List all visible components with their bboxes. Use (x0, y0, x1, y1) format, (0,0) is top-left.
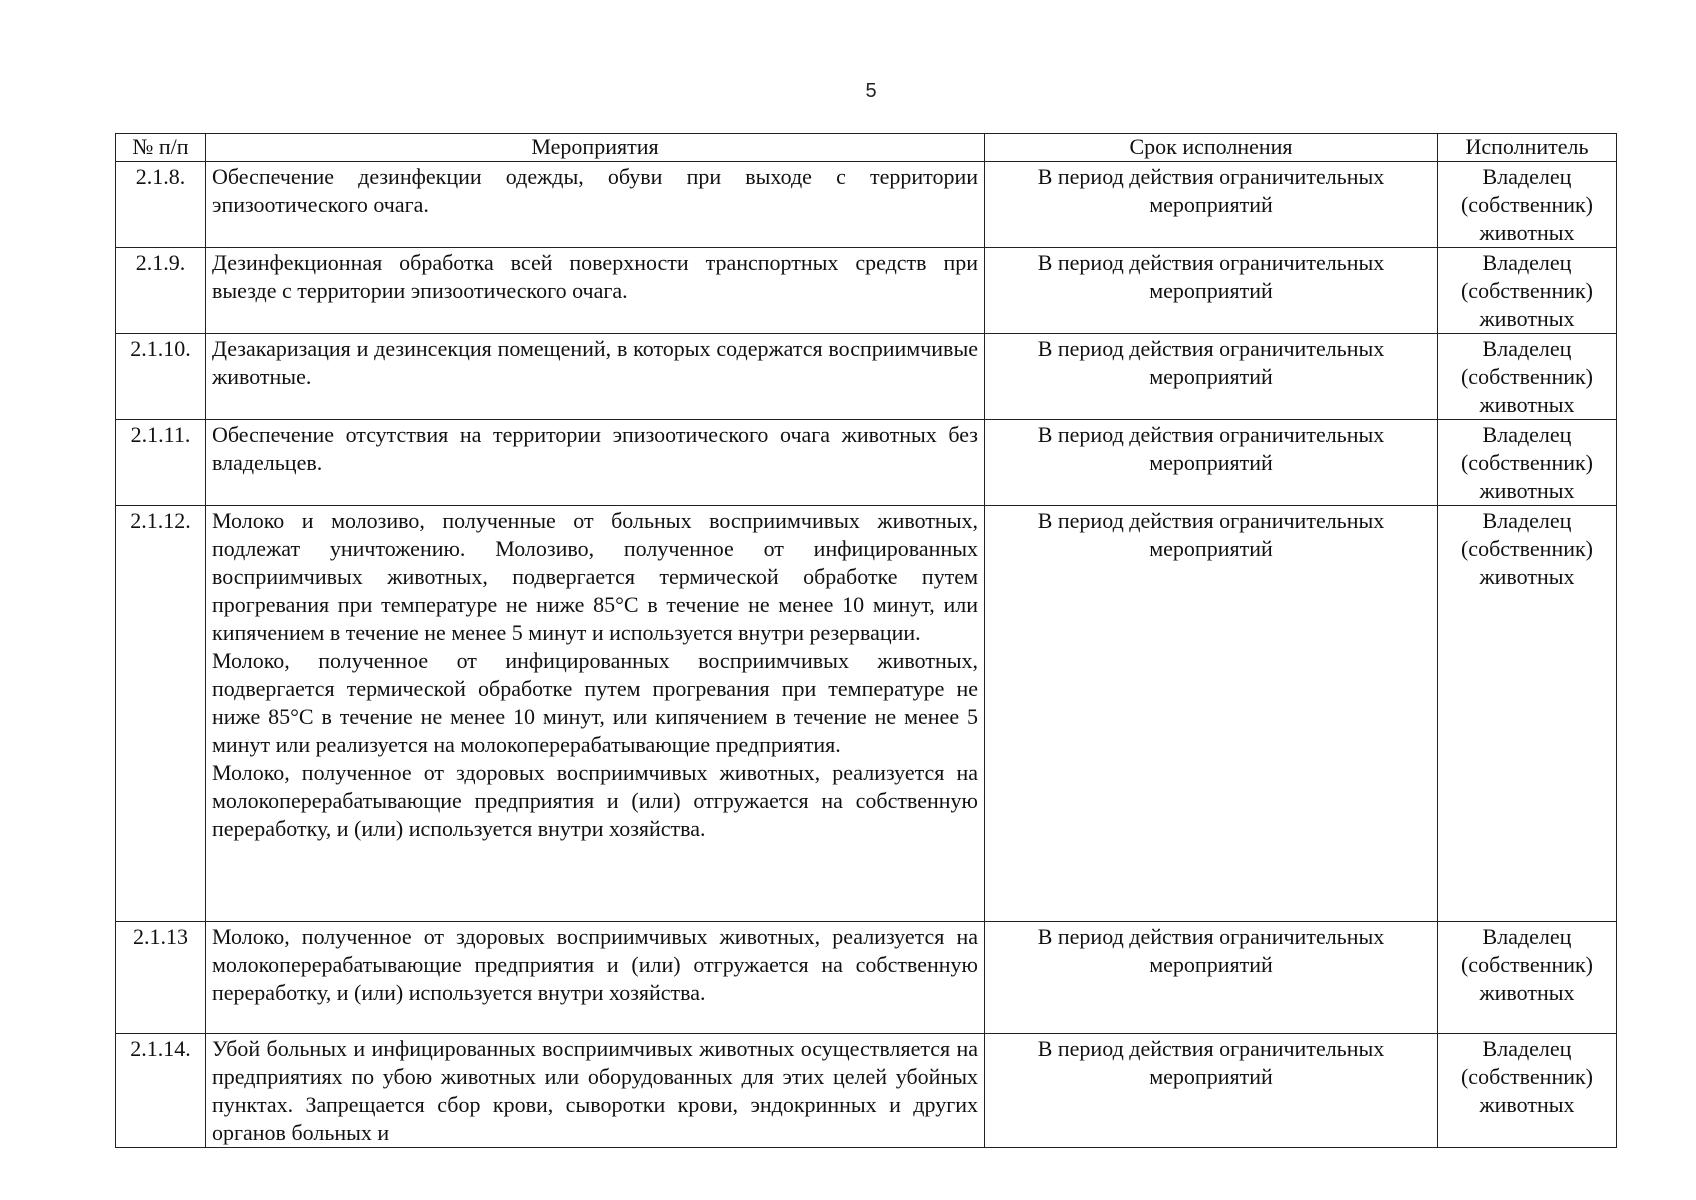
measure-paragraph: Молоко и молозиво, полученные от больных восприимчивых животных, подлежат уничтожению. Молозиво, полученное от инфицированных восприимчивых животных, подвергается термической обработке путем прогревания при температуре не ниже 85°С в течение не менее 10 минут, или кипячением в течение не менее 5 минут и используется внутри резервации. (212, 508, 978, 645)
row-executor: Владелец (собственник) животных (1438, 922, 1617, 1034)
measures-table (115, 133, 1617, 1148)
table-row (116, 248, 1617, 334)
header-measures: Мероприятия (206, 134, 985, 162)
measure-paragraph: Дезакаризация и дезинсекция помещений, в которых содержатся восприимчивые животные. (212, 336, 978, 389)
measure-paragraph: Убой больных и инфицированных восприимчивых животных осуществляется на предприятиях по убою животных или оборудованных для этих целей убойных пунктах. Запрещается сбор крови, сыворотки крови, эндокринных и других органов больных и (212, 1036, 978, 1145)
measure-paragraph: Молоко, полученное от инфицированных восприимчивых животных, подвергается термической обработке путем прогревания при температуре не ниже 85°С в течение не менее 10 минут, или кипячением в течение не менее 5 минут или реализуется на молокоперерабатывающие предприятия. (212, 648, 978, 757)
measure-paragraph: Обеспечение отсутствия на территории эпизоотического очага животных без владельцев. (212, 422, 978, 475)
row-measure (206, 506, 985, 922)
measure-paragraph: Молоко, полученное от здоровых восприимчивых животных, реализуется на молокоперерабатывающие предприятия и (или) отгружается на собственную переработку, и (или) используется внутри хозяйства. (212, 924, 978, 1005)
row-measure (206, 420, 985, 506)
row-measure (206, 248, 985, 334)
row-measure (206, 922, 985, 1034)
row-executor: Владелец (собственник) животных (1438, 248, 1617, 334)
row-executor: Владелец (собственник) животных (1438, 1034, 1617, 1148)
measure-paragraph: Обеспечение дезинфекции одежды, обуви при выходе с территории эпизоотического очага. (212, 164, 978, 217)
row-executor: Владелец (собственник) животных (1438, 420, 1617, 506)
row-executor: Владелец (собственник) животных (1438, 162, 1617, 248)
table-row (116, 162, 1617, 248)
row-number: 2.1.8. (116, 162, 206, 248)
row-deadline: В период действия ограничительных мероприятий (985, 922, 1438, 1034)
table-header-row (116, 134, 1617, 162)
table-row (116, 922, 1617, 1034)
row-measure (206, 1034, 985, 1148)
row-number: 2.1.14. (116, 1034, 206, 1148)
page-number: 5 (865, 80, 877, 102)
row-measure (206, 162, 985, 248)
table-row (116, 334, 1617, 420)
row-number: 2.1.9. (116, 248, 206, 334)
measure-paragraph: Молоко, полученное от здоровых восприимчивых животных, реализуется на молокоперерабатывающие предприятия и (или) отгружается на собственную переработку, и (или) используется внутри хозяйства. (212, 760, 978, 841)
header-executor: Исполнитель (1438, 134, 1617, 162)
row-executor: Владелец (собственник) животных (1438, 334, 1617, 420)
table-row (116, 506, 1617, 922)
row-deadline: В период действия ограничительных мероприятий (985, 420, 1438, 506)
row-deadline: В период действия ограничительных мероприятий (985, 162, 1438, 248)
measure-paragraph: Дезинфекционная обработка всей поверхности транспортных средств при выезде с территории эпизоотического очага. (212, 250, 978, 303)
row-number: 2.1.10. (116, 334, 206, 420)
row-number: 2.1.11. (116, 420, 206, 506)
header-number: № п/п (116, 134, 206, 162)
row-number: 2.1.13 (116, 922, 206, 1034)
row-measure (206, 334, 985, 420)
header-deadline: Срок исполнения (985, 134, 1438, 162)
row-deadline: В период действия ограничительных мероприятий (985, 334, 1438, 420)
row-deadline: В период действия ограничительных мероприятий (985, 1034, 1438, 1148)
row-number: 2.1.12. (116, 506, 206, 922)
table-row (116, 1034, 1617, 1148)
row-executor: Владелец (собственник) животных (1438, 506, 1617, 922)
row-deadline: В период действия ограничительных мероприятий (985, 248, 1438, 334)
row-deadline: В период действия ограничительных мероприятий (985, 506, 1438, 922)
table-row (116, 420, 1617, 506)
